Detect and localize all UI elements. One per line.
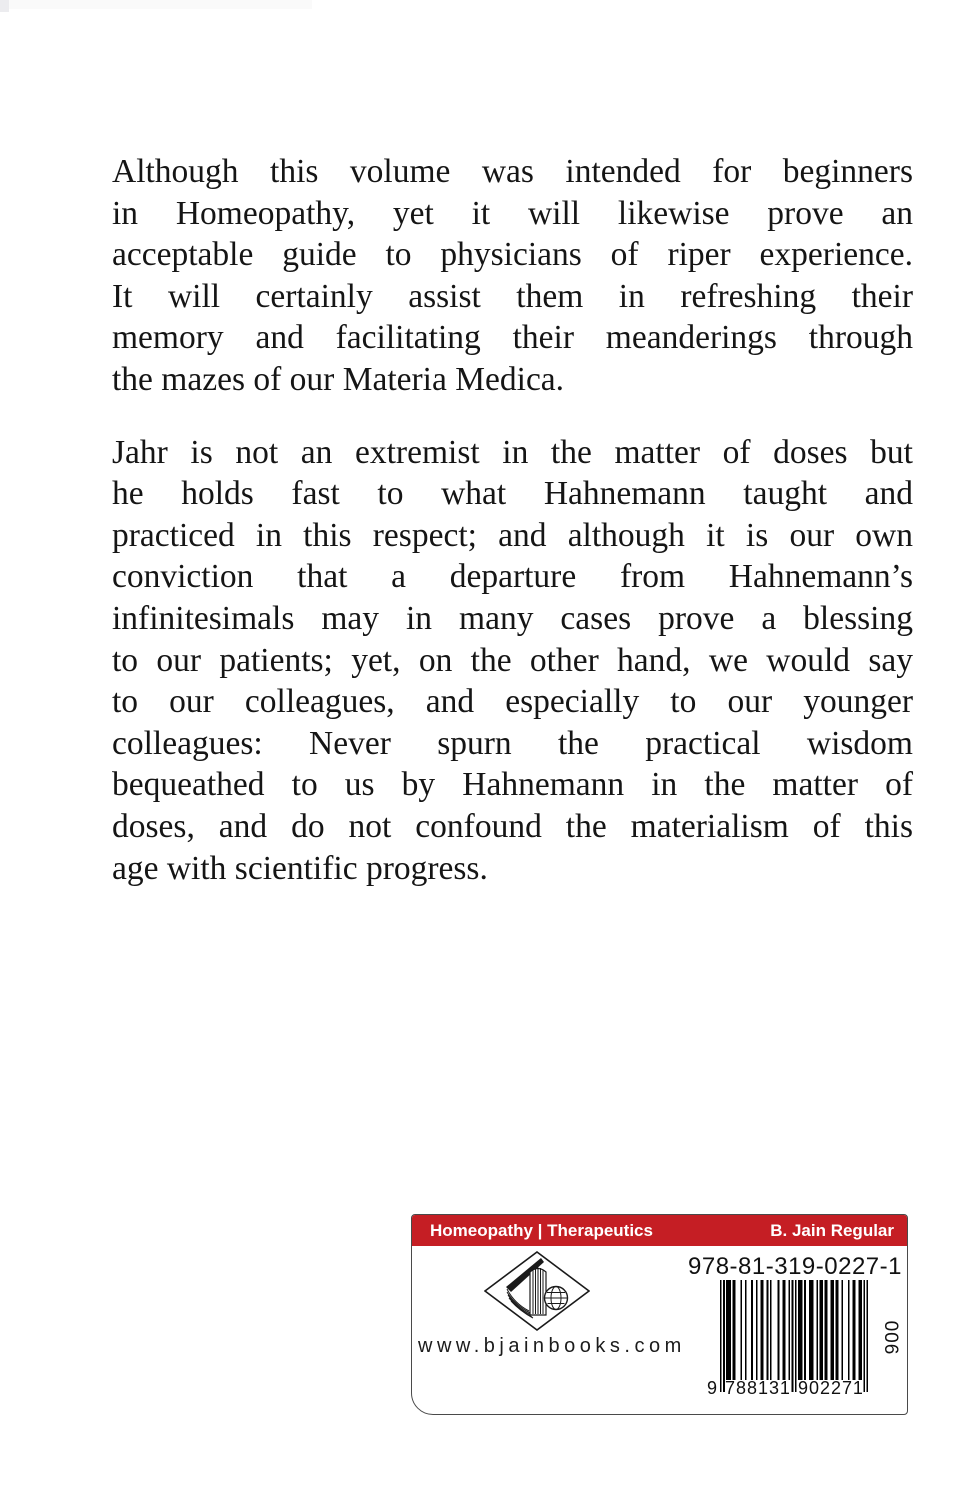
scan-artifact — [0, 0, 9, 12]
text-line: acceptable guide to physicians of riper experience. — [112, 236, 913, 274]
category-bar — [412, 1215, 907, 1246]
isbn-number: 978-81-319-0227-1 — [688, 1253, 902, 1280]
text-line: colleagues: Never spurn the practical wisdom — [112, 724, 913, 762]
barcode — [706, 1280, 868, 1402]
barcode-digits-left: 7 8 8 1 3 1 — [725, 1378, 790, 1398]
body-paragraph — [112, 432, 913, 890]
bjain-logo-icon — [484, 1251, 590, 1331]
barcode-label-panel — [411, 1214, 908, 1415]
edition-text: B. Jain Regular — [770, 1221, 894, 1240]
barcode-digits-right: 9 0 2 2 7 1 — [798, 1378, 863, 1398]
category-text: Homeopathy | Therapeutics — [430, 1221, 653, 1240]
text-line: he holds fast to what Hahnemann taught and — [112, 475, 913, 513]
text-line: to our colleagues, and especially to our younger — [112, 683, 913, 721]
text-line: Although this volume was intended for beginners — [112, 153, 913, 190]
text-line: conviction that a departure from Hahnemann’s — [112, 558, 913, 596]
text-line: the mazes of our Materia Medica. — [112, 360, 565, 398]
text-line: It will certainly assist them in refreshing their — [112, 277, 913, 315]
body-text — [112, 151, 913, 920]
text-line: practiced in this respect; and although it is our own — [112, 516, 913, 554]
text-line: age with scientific progress. — [112, 849, 488, 887]
barcode-digit-lead: 9 — [706, 1378, 717, 1398]
text-line: doses, and do not confound the materialism of this — [112, 807, 913, 845]
text-line: Jahr is not an extremist in the matter of doses but — [112, 433, 913, 471]
scan-artifact — [0, 0, 312, 9]
barcode-addon: 900 — [882, 1319, 904, 1355]
text-line: infinitesimals may in many cases prove a blessing — [112, 599, 913, 637]
website-url: www.bjainbooks.com — [418, 1335, 686, 1357]
text-line: bequeathed to us by Hahnemann in the matter of — [112, 766, 913, 804]
text-line: memory and facilitating their meanderings through — [112, 319, 913, 357]
text-line: to our patients; yet, on the other hand, we would say — [112, 641, 913, 679]
text-line: in Homeopathy, yet it will likewise prove an — [112, 194, 913, 232]
body-paragraph — [112, 151, 913, 401]
